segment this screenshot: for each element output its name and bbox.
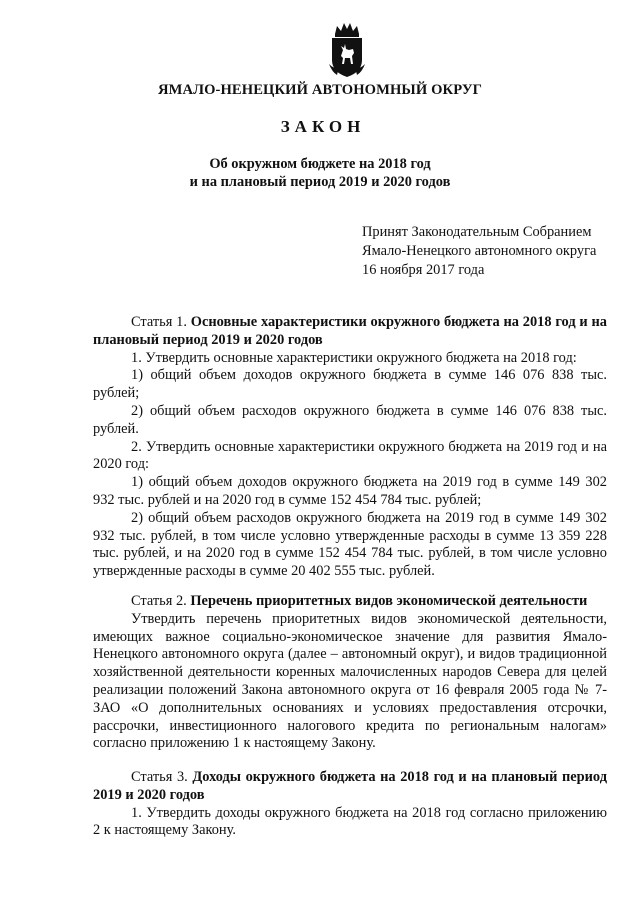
article-2: [93, 593, 607, 753]
article-2-label: Статья 2.: [131, 593, 187, 609]
article-3-heading: [93, 769, 607, 805]
article-2-paragraph: Утвердить перечень приоритетных видов экономической деятельности, имеющих важное социально-экономическое значение для развития Ямало-Ненецкого автономного округа (далее – автономный округ), и видов традиционной хозяйственной деятельности коренных малочисленных народов Севера для целей реализации положений Закона автономного округа от 16 февраля 2005 года № 7-ЗАО «О дополнительных основаниях и условиях предоставления отсрочки, рассрочки, инвестиционного налогового кредита по региональным налогам» согласно приложению 1 к настоящему Закону.: [93, 610, 607, 752]
document-type: ЗАКОН: [280, 117, 366, 136]
article-2-title: Перечень приоритетных видов экономической деятельности: [190, 593, 588, 609]
article-1: [93, 314, 607, 581]
adoption-note: [362, 223, 596, 280]
adoption-date: 16 ноября 2017 года: [362, 262, 485, 278]
adoption-line-1: Принят Законодательным Собранием: [362, 224, 592, 240]
article-3-label: Статья 3.: [131, 769, 188, 785]
article-1-paragraph: 2) общий объем расходов окружного бюджета в сумме 146 076 838 тыс. рублей.: [93, 402, 607, 437]
article-2-heading: [93, 593, 607, 611]
adoption-line-2: Ямало-Ненецкого автономного округа: [362, 243, 597, 259]
article-1-paragraph: 2) общий объем расходов окружного бюджета на 2019 год в сумме 149 302 932 тыс. рублей, в том числе условно утвержденные расходы в сумме 13 359 228 тыс. рублей, и на 2020 год в сумме 152 454 784 тыс. рублей, в том числе условно утвержденные расходы в сумме 20 402 555 тыс. рублей.: [93, 509, 607, 580]
article-1-label: Статья 1.: [131, 314, 187, 330]
coat-of-arms-icon: [327, 20, 367, 80]
article-1-paragraph: 1) общий объем доходов окружного бюджета на 2019 год в сумме 149 302 932 тыс. рублей и на 2020 год в сумме 152 454 784 тыс. рублей;: [93, 474, 607, 508]
title-line-1: Об окружном бюджете на 2018 год: [209, 156, 431, 172]
title-line-2: и на плановый период 2019 и 2020 годов: [189, 174, 451, 190]
region-name: ЯМАЛО-НЕНЕЦКИЙ АВТОНОМНЫЙ ОКРУГ: [157, 82, 483, 98]
article-3-title: Доходы окружного бюджета на 2018 год и на плановый период 2019 и 2020 годов: [93, 769, 607, 803]
article-1-heading: [93, 314, 607, 350]
article-1-paragraph: 1. Утвердить основные характеристики окружного бюджета на 2018 год:: [131, 349, 577, 366]
article-3-paragraph: 1. Утвердить доходы окружного бюджета на 2018 год согласно приложению 2 к настоящему Закону.: [93, 804, 607, 839]
document-title: [0, 155, 640, 191]
article-1-paragraph: 2. Утвердить основные характеристики окружного бюджета на 2019 год и на 2020 год:: [93, 438, 607, 473]
article-3: [93, 769, 607, 840]
article-1-title: Основные характеристики окружного бюджета на 2018 год и на плановый период 2019 и 2020 годов: [93, 314, 607, 348]
article-1-paragraph: 1) общий объем доходов окружного бюджета в сумме 146 076 838 тыс. рублей;: [93, 367, 607, 402]
